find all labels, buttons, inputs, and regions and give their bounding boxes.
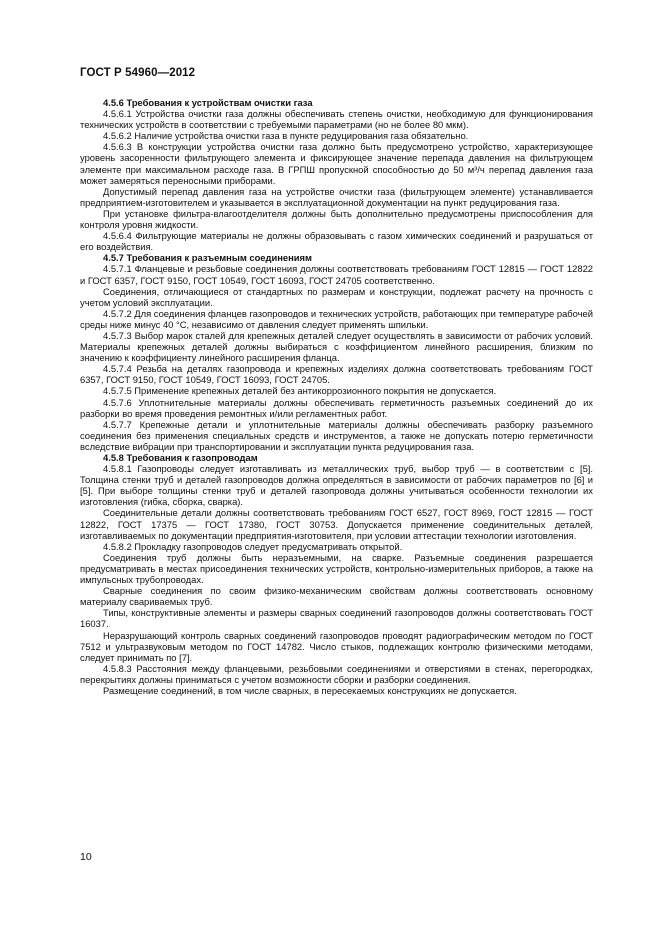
paragraph: Соединения, отличающиеся от стандартных по размерам и конструкции, подлежат расчету на прочность с учетом условий эксплуатации. <box>80 285 593 308</box>
paragraph: 4.5.7.7 Крепежные детали и уплотнительные материалы должны обеспечивать разборку разъемного соединения без применения специальных средств и инструментов, а также не допускать потерю герметичности вследствие вибрации при транспортировании и эксплуатации пункта редуцирования газа. <box>80 418 593 452</box>
paragraph: 4.5.7.3 Выбор марок сталей для крепежных деталей следует осуществлять в зависимости от рабочих условий. Материалы крепежных деталей должны выбираться с коэффициентом линейного расширения, близким по значению к коэффициенту линейного расширения фланца. <box>80 329 593 364</box>
paragraph: 4.5.7.5 Применение крепежных деталей без антикоррозионного покрытия не допускается. <box>103 385 497 397</box>
paragraph: При установке фильтра-влагоотделителя должны быть дополнительно предусмотрены приспособления для контроля уровня жидкости. <box>80 207 593 231</box>
paragraph: 4.5.7.1 Фланцевые и резьбовые соединения должны соответствовать требованиям ГОСТ 12815 — ГОСТ 12822 и ГОСТ 6357, ГОСТ 9150, ГОСТ 10549, ГОСТ 16093, ГОСТ 24705 соответственно. <box>80 263 593 286</box>
page-number: 10 <box>80 851 92 863</box>
paragraph: Допустимый перепад давления газа на устройстве очистки газа (фильтрующем элементе) устанавливается предприятием-изготовителем и указывается в эксплуатационной документации на пункт редуцирования газа. <box>80 185 593 208</box>
document-body <box>80 97 593 696</box>
paragraph: 4.5.6.4 Фильтрующие материалы не должны образовывать с газом химических соединений и разрушаться от его воздействия. <box>80 230 593 253</box>
paragraph: 4.5.6.1 Устройства очистки газа должны обеспечивать степень очистки, необходимую для функционирования технических устройств в соответствии с требуемыми параметрами (но не более 80 мкм). <box>80 108 593 131</box>
document-code: ГОСТ Р 54960—2012 <box>80 67 196 79</box>
paragraph: 4.5.7.4 Резьба на деталях газопровода и крепежных изделиях должна соответствовать требованиям ГОСТ 6357, ГОСТ 9150, ГОСТ 10549, ГОСТ 16093, ГОСТ 24705. <box>80 363 593 386</box>
paragraph: Сварные соединения по своим физико-механическим свойствам должны соответствовать основному материалу свариваемых труб. <box>80 585 593 608</box>
paragraph: 4.5.8.1 Газопроводы следует изготавливать из металлических труб, выбор труб — в соответствии с [5]. Толщина стенки труб и деталей газопроводов должна определяться в зависимости от рабочих параметров по [6] и [5]. При выборе толщины стенки труб и деталей газопровода должны учитываться особенности технологии их изготовления (гибка, сборка, сварка). <box>80 463 593 508</box>
paragraph: Соединительные детали должны соответствовать требованиям ГОСТ 6527, ГОСТ 8969, ГОСТ 12815 — ГОСТ 12822, ГОСТ 17375 — ГОСТ 17380, ГОСТ 30753. Допускается применение соединительных деталей, изготавливаемых по документации предприятия-изготовителя, при условии аттестации технологии изготовления. <box>80 507 593 541</box>
paragraph: Соединения труб должны быть неразъемными, на сварке. Разъемные соединения разрешается предусматривать в местах присоединения технических устройств, контрольно-измерительных приборов, а также на импульсных трубопроводах. <box>80 551 593 586</box>
paragraph: 4.5.7.2 Для соединения фланцев газопроводов и технических устройств, работающих при температуре рабочей среды ниже минус 40 °С, независимо от давления следует применять шпильки. <box>80 307 593 330</box>
section-heading: 4.5.6 Требования к устройствам очистки газа <box>103 97 313 108</box>
paragraph: 4.5.6.3 В конструкции устройства очистки газа должно быть предусмотрено устройство, характеризующее уровень засоренности фильтрующего элемента и фиксирующее значение перепада давления на фильтрующем элементе при максимальном расходе газа. В ГРПШ пропускной способностью до 50 м³/ч перепад давления газа может замеряться переносными приборами. <box>80 141 593 186</box>
paragraph: 4.5.8.2 Прокладку газопроводов следует предусматривать открытой. <box>103 540 403 552</box>
paragraph: 4.5.6.2 Наличие устройства очистки газа в пункте редуцирования газа обязательно. <box>103 130 469 142</box>
section-heading: 4.5.7 Требования к разъемным соединениям <box>103 252 312 264</box>
paragraph: Типы, конструктивные элементы и размеры сварных соединений газопроводов должны соответствовать ГОСТ 16037. <box>80 607 593 630</box>
section-heading: 4.5.8 Требования к газопроводам <box>103 452 258 463</box>
paragraph: 4.5.8.3 Расстояния между фланцевыми, резьбовыми соединениями и отверстиями в стенах, перегородках, перекрытиях должны приниматься с учетом возможности сборки и разборки соединения. <box>80 662 593 685</box>
paragraph: 4.5.7.6 Уплотнительные материалы должны обеспечивать герметичность разъемных соединений до их разборки во время проведения ремонтных и/или регламентных работ. <box>80 396 593 419</box>
paragraph: Размещение соединений, в том числе сварных, в пересекаемых конструкциях не допускается. <box>103 684 517 696</box>
paragraph: Неразрушающий контроль сварных соединений газопроводов проводят радиографическим методом по ГОСТ 7512 и ультразвуковым методом по ГОСТ 14782. Число стыков, подлежащих контролю физическими методами, следует принимать по [7]. <box>80 629 593 663</box>
